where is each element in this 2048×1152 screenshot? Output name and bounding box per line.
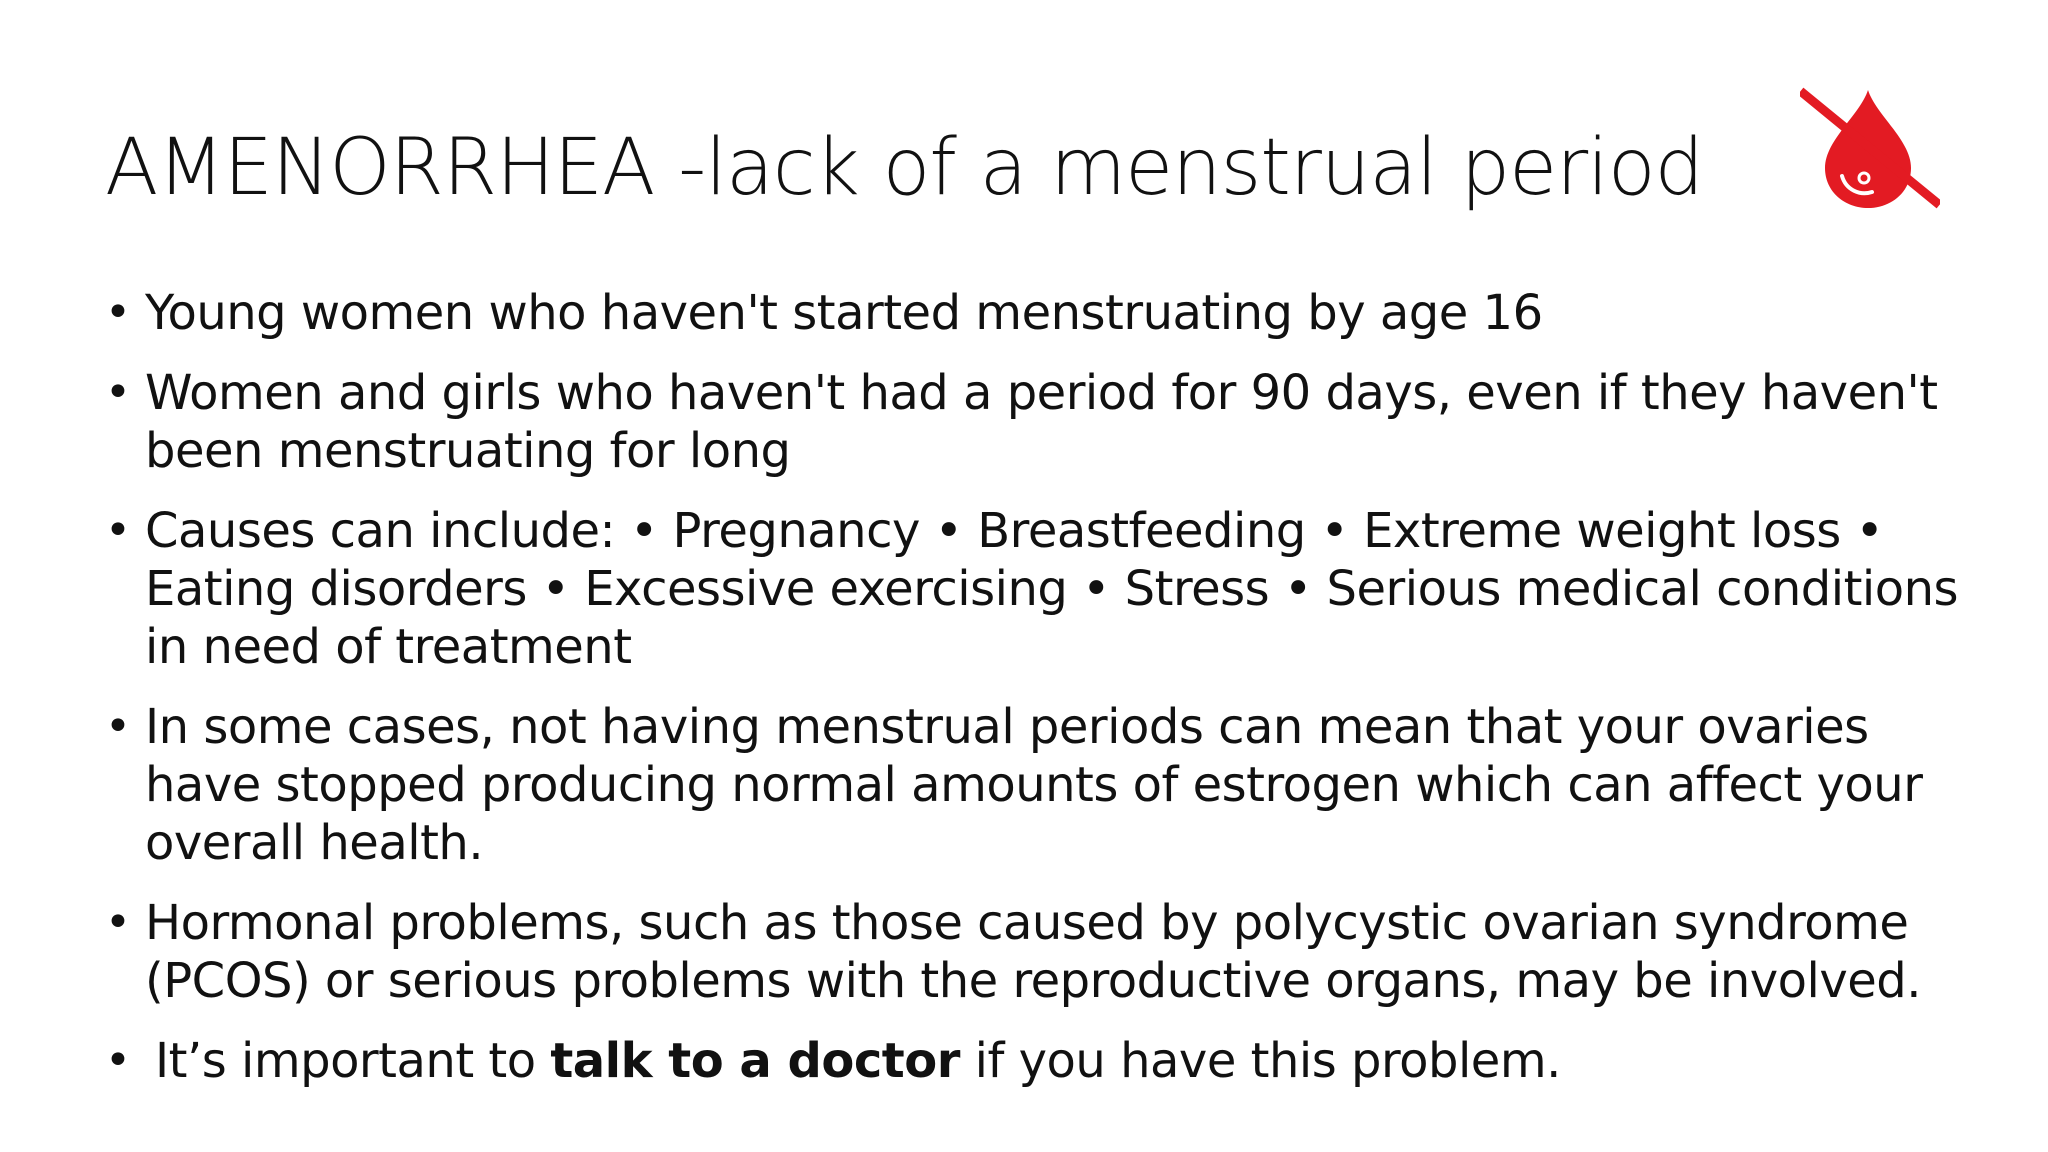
bullet-text-bold: talk to a doctor [550,1033,960,1089]
bullet-list [105,284,1985,1112]
bullet-text: Hormonal problems, such as those caused by polycystic ovarian syndrome (PCOS) or serious problems with the reproductive organs, may be involved. [145,895,1922,1009]
bullet-dot: • [105,1035,131,1086]
bullet-text: In some cases, not having menstrual periods can mean that your ovaries have stopped producing normal amounts of estrogen which can affect your overall health. [145,699,1923,871]
crossed-out-blood-drop-icon [1800,80,1940,210]
slide-title: AMENORRHEA -lack of a menstrual period [105,123,1704,213]
bullet-item-doctor [105,1032,1985,1090]
bullet-dot: • [105,505,131,556]
bullet-text-before: It’s important to [155,1033,551,1089]
bullet-item [105,698,1985,872]
bullet-item [105,894,1985,1010]
bullet-dot: • [105,701,131,752]
bullet-dot: • [105,367,131,418]
bullet-text: Women and girls who haven't had a period for 90 days, even if they haven't been menstruating for long [145,365,1938,479]
bullet-text-after: if you have this problem. [959,1033,1561,1089]
bullet-dot: • [105,897,131,948]
bullet-item [105,502,1985,676]
bullet-dot: • [105,287,131,338]
bullet-item [105,364,1985,480]
bullet-text: Young women who haven't started menstruating by age 16 [145,285,1543,341]
bullet-text: Causes can include: • Pregnancy • Breastfeeding • Extreme weight loss • Eating disorders • Excessive exercising • Stress • Serious medical conditions in need of treatment [145,503,1959,675]
bullet-item [105,284,1985,342]
blood-drop-svg [1800,80,1940,210]
